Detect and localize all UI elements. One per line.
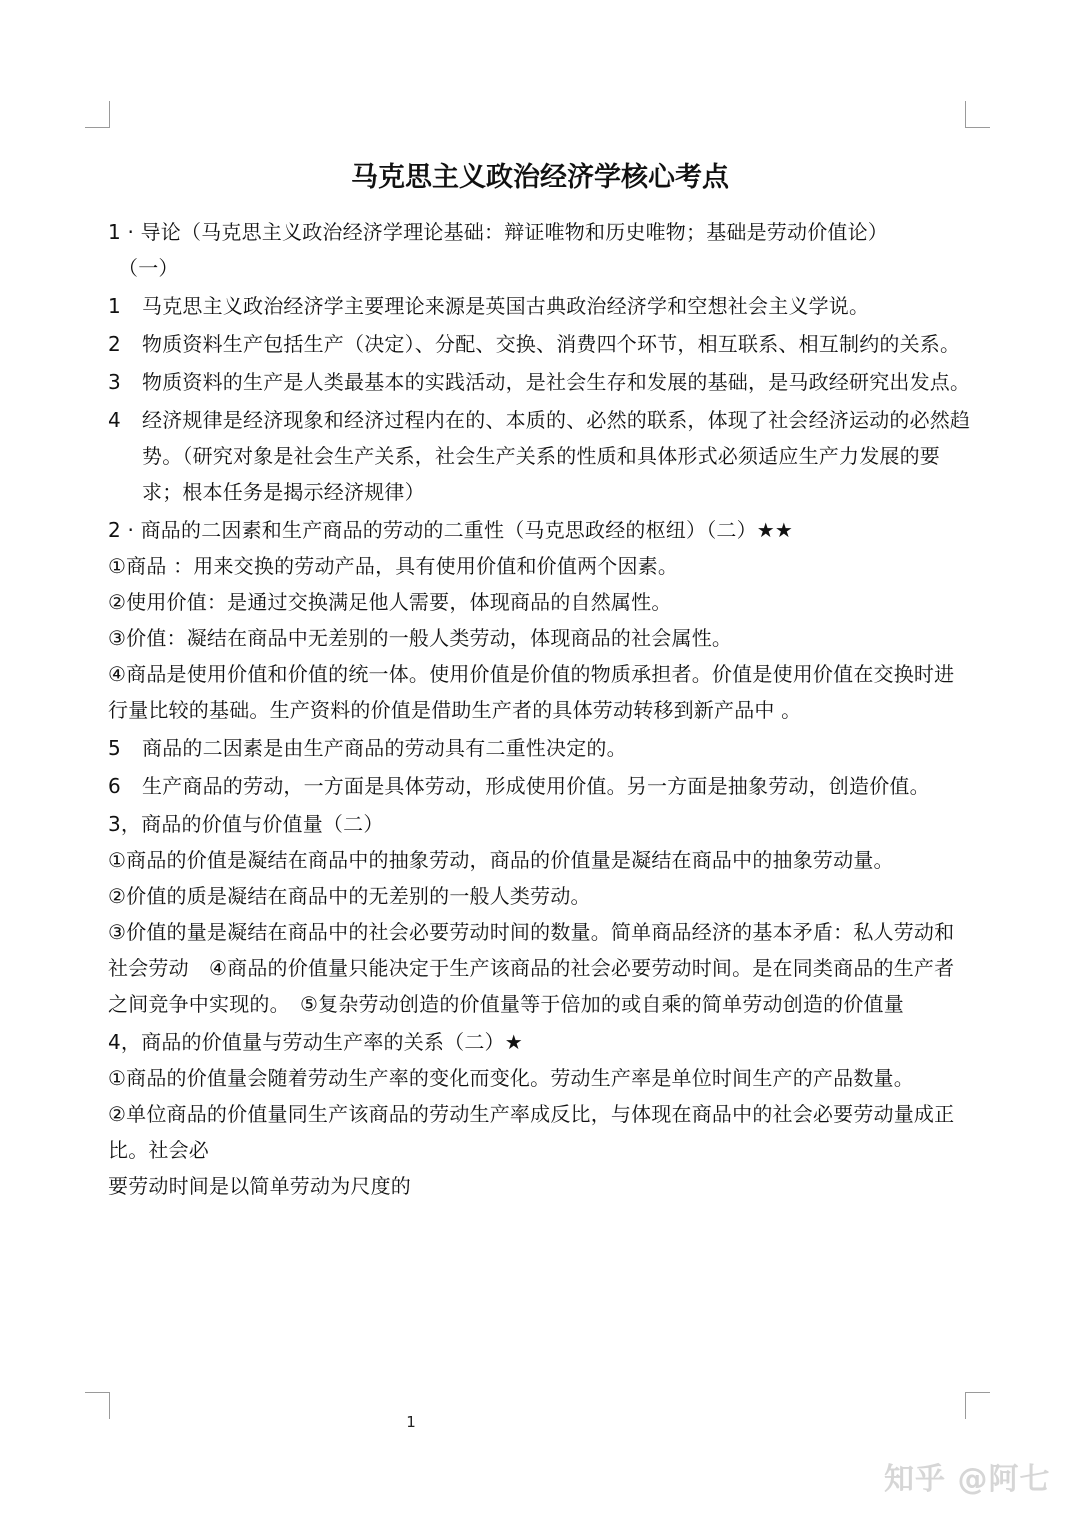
section1-subheading: （一） [118,256,179,280]
list-item-text: 物质资料的生产是人类最基本的实践活动，是社会生存和发展的基础，是马政经研究出发点。 [142,370,971,394]
crop-mark-bottom-left [85,1392,110,1419]
list-item-number: 1 [108,294,121,318]
list-item-text: 物质资料生产包括生产（决定）、分配、交换、消费四个环节，相互联系、相互制约的关系。 [142,332,961,356]
section1-heading: 1 · 导论（马克思主义政治经济学理论基础：辩证唯物和历史唯物；基础是劳动价值论） [108,220,888,244]
paragraph: ①商品 ：用来交换的劳动产品，具有使用价值和价值两个因素。 [108,554,679,578]
list-item-number: 6 [108,774,121,798]
paragraph: ①商品的价值量会随着劳动生产率的变化而变化。劳动生产率是单位时间生产的产品数量。 [108,1066,914,1090]
list-item-text: 生产商品的劳动，一方面是具体劳动，形成使用价值。另一方面是抽象劳动，创造价值。 [142,774,930,798]
document-body [108,214,972,1204]
list-item [108,364,972,400]
paragraph: ②价值的质是凝结在商品中的无差别的一般人类劳动。 [108,884,591,908]
list-item-number: 4 [108,408,121,432]
watermark: 知乎 @阿七 [884,1462,1051,1497]
paragraph: 要劳动时间是以简单劳动为尺度的 [108,1174,411,1198]
list-item-number: 5 [108,736,121,760]
list-item [108,326,972,362]
section2-heading: 2 · 商品的二因素和生产商品的劳动的二重性（马克思政经的枢纽）（二）★★ [108,518,794,542]
section3-heading: 3，商品的价值与价值量（二） [108,812,384,836]
paragraph: ①商品的价值是凝结在商品中的抽象劳动，商品的价值量是凝结在商品中的抽象劳动量。 [108,848,894,872]
list-item-number: 3 [108,370,121,394]
paragraph: ②单位商品的价值量同生产该商品的劳动生产率成反比，与体现在商品中的社会必要劳动量成正比。社会必 [108,1102,955,1162]
list-item [108,768,972,804]
list-item-text: 经济规律是经济现象和经济过程内在的、本质的、必然的联系，体现了社会经济运动的必然趋势。（研究对象是社会生产关系，社会生产关系的性质和具体形式必须适应生产力发展的要求；根本任务是揭示经济规律） [142,408,971,504]
list-item [108,288,972,324]
paragraph: ③价值：凝结在商品中无差别的一般人类劳动，体现商品的社会属性。 [108,626,733,650]
paragraph: ④商品是使用价值和价值的统一体。使用价值是价值的物质承担者。价值是使用价值在交换时进行量比较的基础。生产资料的价值是借助生产者的具体劳动转移到新产品中 。 [108,662,955,722]
page-number: 1 [406,1413,416,1431]
list-item-text: 马克思主义政治经济学主要理论来源是英国古典政治经济学和空想社会主义学说。 [142,294,870,318]
crop-mark-top-left [85,101,110,128]
section4-heading: 4，商品的价值量与劳动生产率的关系（二）★ [108,1030,523,1054]
document-title: 马克思主义政治经济学核心考点 [351,162,729,193]
paragraph: ③价值的量是凝结在商品中的社会必要劳动时间的数量。简单商品经济的基本矛盾：私人劳动和社会劳动 ④商品的价值量只能决定于生产该商品的社会必要劳动时间。是在同类商品的生产者之间竞争中实现的。 ⑤复杂劳动创造的价值量等于倍加的或自乘的简单劳动创造的价值量 [108,920,955,1016]
crop-mark-bottom-right [965,1392,990,1419]
crop-mark-top-right [965,101,990,128]
list-item-text: 商品的二因素是由生产商品的劳动具有二重性决定的。 [142,736,627,760]
list-item-number: 2 [108,332,121,356]
list-item [108,730,972,766]
list-item [108,402,972,510]
paragraph: ②使用价值：是通过交换满足他人需要，体现商品的自然属性。 [108,590,672,614]
